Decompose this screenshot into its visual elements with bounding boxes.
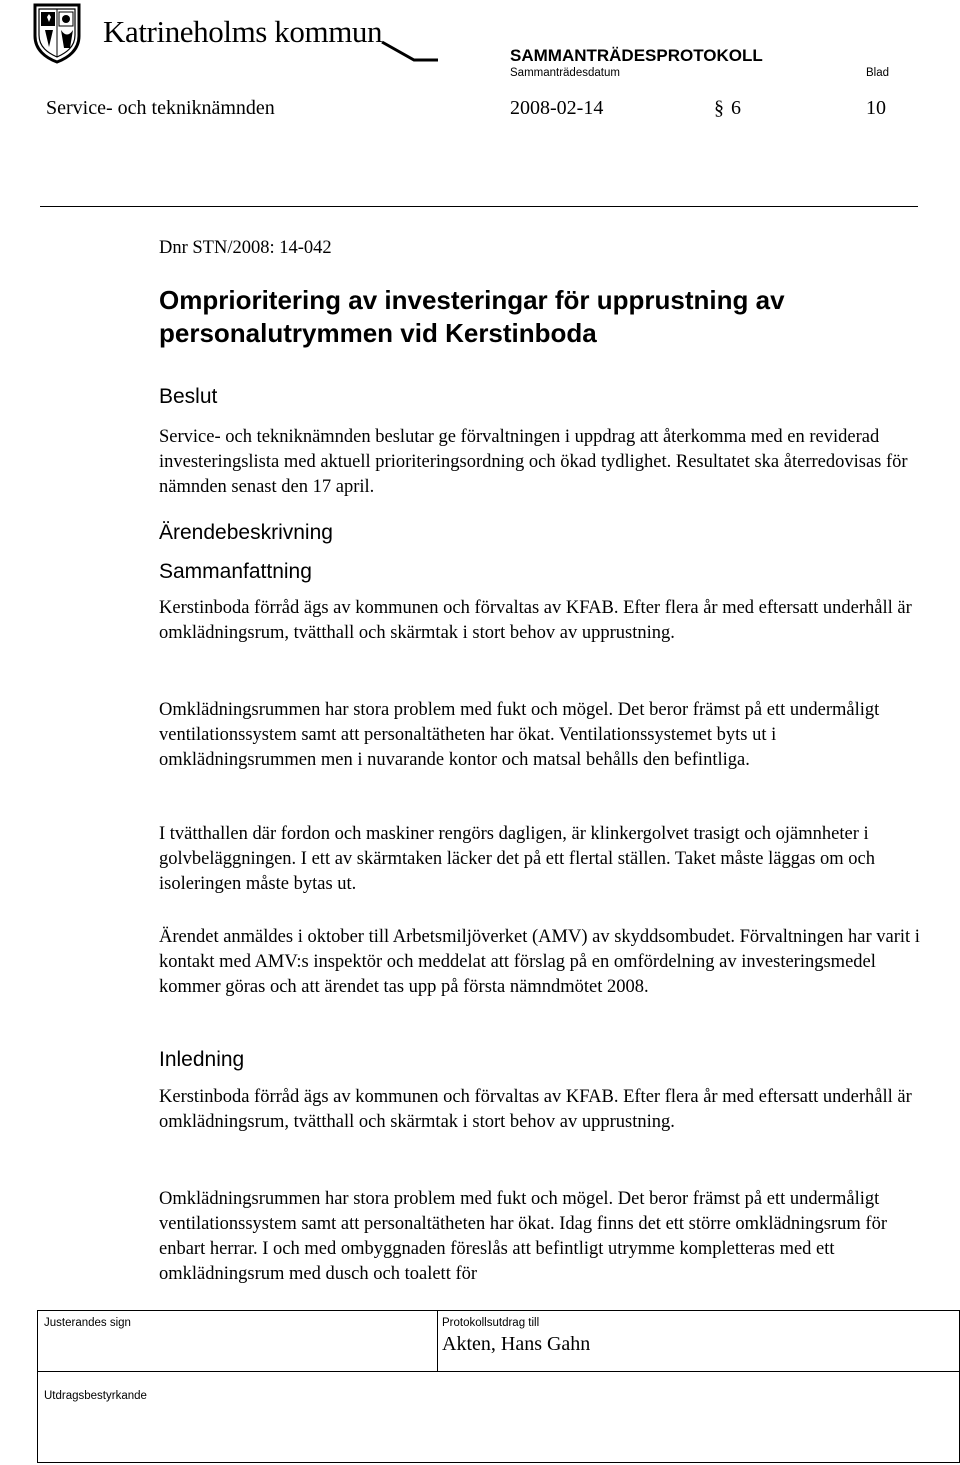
inledning-paragraph-2: Omklädningsrummen har stora problem med fukt och mögel. Det beror främst på ett undermåligt ventilationssystem samt att personaltätheten har ökat. Idag finns det ett större omklädningsrum för enbart herrar. I och med ombyggnaden föreslås att befintligt utrymme kompletteras med ett omklädningsrum med dusch och toalett för (159, 1189, 888, 1284)
municipality-logo-text: Katrineholms kommun (103, 14, 383, 49)
subheading-sammanfattning: Sammanfattning (159, 560, 312, 583)
paragraph-symbol: § (714, 97, 724, 119)
page-number: 10 (866, 97, 886, 119)
sammanfattning-paragraph-3: I tvätthallen där fordon och maskiner rengörs dagligen, är klinkergolvet trasigt och ojämnheter i golvbeläggningen. I ett av skärmtaken läcker det på ett flertal ställen. Taket måste läggas om och isoleringen måste bytas ut. (159, 824, 876, 894)
sammanfattning-paragraph-4: Ärendet anmäldes i oktober till Arbetsmiljöverket (AMV) av skyddsombudet. Förvaltningen har varit i kontakt med AMV:s inspektör och meddelat att förslag på en omfördelning av investeringsmedel kommer göras och att ärendet tas upp på första nämndmötet 2008. (159, 927, 920, 997)
protokollsutdrag-recipients: Akten, Hans Gahn (442, 1333, 591, 1355)
signature-table-column-divider (437, 1310, 438, 1371)
committee-name: Service- och tekniknämnden (46, 97, 275, 119)
beslut-paragraph: Service- och tekniknämnden beslutar ge förvaltningen i uppdrag att återkomma med en reviderad investeringslista med aktuell prioriteringsordning och ökad tydlighet. Resultatet ska återredovisas för nämnden senast den 17 april. (159, 427, 908, 497)
heading-arendebeskrivning: Ärendebeskrivning (159, 521, 333, 544)
inledning-paragraph-1: Kerstinboda förråd ägs av kommunen och förvaltas av KFAB. Efter flera år med eftersatt underhåll är omklädningsrum, tvätthall och skärmtak i stort behov av upprustning. (159, 1087, 912, 1132)
document-title: Omprioritering av investeringar för upprustning av personalutrymmen vid Kerstinboda (159, 285, 785, 348)
page-caption: Blad (866, 67, 890, 79)
municipality-crest-logo (32, 2, 82, 64)
subheading-inledning: Inledning (159, 1048, 245, 1071)
sammanfattning-paragraph-2: Omklädningsrummen har stora problem med fukt och mögel. Det beror främst på ett undermåligt ventilationssystem samt att personaltätheten har ökat. Ventilationssystemet byts ut i omklädningsrummen men i nuvarande kontor och matsal behålls den befintliga. (159, 700, 880, 770)
protokollsutdrag-label: Protokollsutdrag till (442, 1317, 540, 1329)
sammanfattning-paragraph-1: Kerstinboda förråd ägs av kommunen och förvaltas av KFAB. Efter flera år med eftersatt underhåll är omklädningsrum, tvätthall och skärmtak i stort behov av upprustning. (159, 598, 912, 643)
document-type: SAMMANTRÄDESPROTOKOLL (510, 46, 763, 65)
utdragsbestyrkande-label: Utdragsbestyrkande (44, 1390, 147, 1402)
meeting-date: 2008-02-14 (510, 97, 604, 119)
header-divider (40, 206, 918, 207)
case-number: Dnr STN/2008: 14-042 (159, 238, 332, 258)
meeting-date-caption: Sammanträdesdatum (510, 67, 620, 79)
signature-table-row-divider (37, 1371, 960, 1372)
paragraph-number: 6 (731, 97, 741, 119)
heading-beslut: Beslut (159, 385, 218, 408)
logo-swoosh-icon (380, 38, 440, 64)
justerandes-sign-label: Justerandes sign (44, 1317, 131, 1329)
